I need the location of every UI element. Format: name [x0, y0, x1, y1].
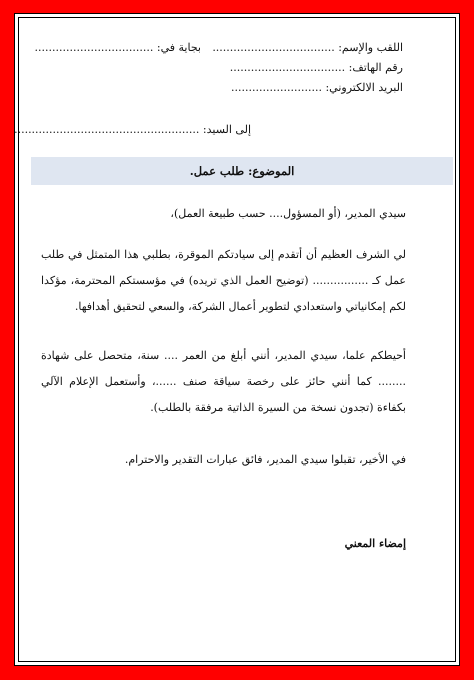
closing-line: في الأخير، تقبلوا سيدي المدير، فائق عبارات التقدير والاحترام. — [124, 453, 406, 466]
place-label: بجاية في: — [156, 41, 201, 54]
email-line — [231, 81, 403, 95]
paragraph-qualifications: أحيطكم علما، سيدي المدير، أنني أبلغ من العمر .... سنة، متحصل على شهادة ........ كما أنني حائز على رخصة سياقة صنف ......، وأستعمل الإعلام الآلي بكفاءة (تجدون نسخة من السيرة الذاتية مرفقة بالطلب). — [41, 349, 406, 414]
recipient-dots: ..................................................... — [14, 123, 200, 136]
greeting: سيدي المدير، (أو المسؤول.... حسب طبيعة العمل)، — [170, 207, 406, 220]
paragraph-request: لي الشرف العظيم أن أتقدم إلى سيادتكم الموقرة، بطلبي هذا المتمثل في طلب عمل كـ ................ (توضيح العمل الذي تريده) في مؤسستكم المحترمة، مؤكدا لكم إمكانياتي واستعدادي لتطوير أعمال الشركة، والسعي لتحقيق أهدافها. — [41, 248, 406, 313]
recipient-label: إلى السيد: — [202, 123, 251, 136]
signature-label: إمضاء المعني — [344, 537, 406, 550]
letter-page — [14, 13, 460, 666]
phone-dots: ................................. — [229, 61, 346, 74]
phone-line — [230, 61, 403, 75]
place-date-line — [35, 41, 202, 55]
name-dots: ................................... — [212, 41, 335, 54]
email-dots: .......................... — [231, 81, 322, 94]
email-label: البريد الالكتروني: — [325, 81, 403, 94]
name-label: اللقب والإسم: — [338, 41, 403, 54]
phone-label: رقم الهاتف: — [348, 61, 403, 74]
name-line — [212, 41, 403, 55]
recipient-line — [14, 123, 251, 137]
subject-banner: الموضوع: طلب عمل. — [31, 157, 453, 185]
place-dots: .................................. — [34, 41, 154, 54]
